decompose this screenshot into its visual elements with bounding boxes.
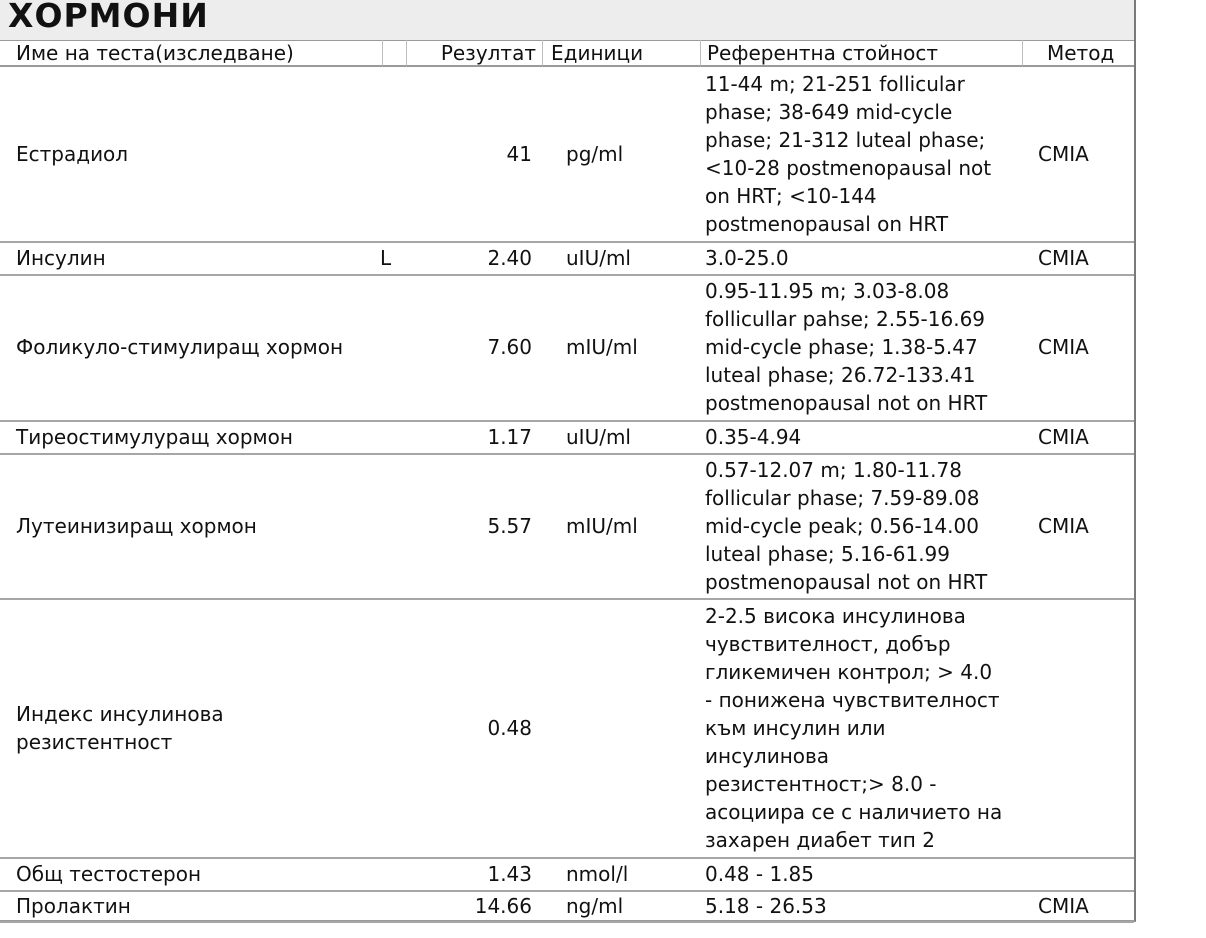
result-cell: 7.60: [487, 335, 532, 359]
reference-value-cell: 5.18 - 26.53: [705, 893, 827, 918]
test-name-cell: Фоликуло-стимулиращ хормон: [16, 335, 344, 359]
reference-value-cell: 3.0-25.0: [705, 245, 789, 270]
header-test-name: Име на теста(изследване): [0, 40, 382, 67]
method-cell: CMIA: [1038, 424, 1089, 449]
table-row: [0, 890, 1134, 923]
table-row: [0, 274, 1134, 422]
header-method: Метод: [1022, 40, 1134, 67]
result-cell: 1.43: [487, 861, 532, 886]
method-cell: CMIA: [1038, 245, 1089, 270]
result-cell: 1.17: [487, 424, 532, 449]
reference-value-cell: 11-44 m; 21-251 follicular phase; 38-649 mid-cycle phase; 21-312 luteal phase; <10-28 postmenopausal not on HRT; <10-144 postmenopausal on HRT: [705, 72, 992, 236]
unit-cell: mIU/ml: [566, 513, 638, 538]
result-cell: 41: [506, 142, 532, 166]
flag-cell: [380, 890, 410, 921]
test-name-cell: Инсулин: [16, 245, 106, 270]
unit-cell: nmol/l: [566, 861, 629, 886]
unit-cell: [566, 598, 696, 857]
flag-cell: [380, 274, 410, 420]
unit-cell: mIU/ml: [566, 335, 638, 359]
result-cell: 0.48: [487, 715, 532, 740]
table-row: [0, 857, 1134, 892]
method-cell: CMIA: [1038, 335, 1089, 359]
test-name-cell: Индекс инсулинова резистентност: [16, 701, 224, 754]
section-header: [0, 0, 1134, 41]
flag-cell: [380, 857, 410, 890]
header-units: Единици: [542, 40, 700, 67]
reference-value-cell: 0.35-4.94: [705, 424, 802, 449]
flag-cell: [380, 453, 410, 598]
flag-cell: [380, 420, 410, 453]
test-name-cell: Пролактин: [16, 893, 131, 918]
reference-value-cell: 2-2.5 висока инсулинова чувствителност, добър гликемичен контрол; > 4.0 - понижена чувствителност към инсулин или инсулинова резистентност;> 8.0 - асоциира се с наличието на захарен диабет тип 2: [705, 603, 1003, 852]
result-cell: 14.66: [474, 893, 532, 918]
header-reference: Референтна стойност: [700, 40, 1022, 67]
flag-cell: [380, 67, 410, 241]
result-cell: 2.40: [487, 245, 532, 270]
test-name-cell: Общ тестостерон: [16, 861, 202, 886]
flag-cell: L: [380, 245, 392, 270]
header-result: Резултат: [406, 40, 542, 67]
table-row: [0, 598, 1134, 859]
unit-cell: pg/ml: [566, 142, 624, 166]
test-name-cell: Естрадиол: [16, 142, 129, 166]
table-row: [0, 241, 1134, 276]
method-cell: [1038, 598, 1128, 857]
test-name-cell: Тиреостимулуращ хормон: [16, 424, 293, 449]
unit-cell: uIU/ml: [566, 245, 631, 270]
table-row: [0, 453, 1134, 600]
flag-cell: [380, 598, 410, 857]
method-cell: [1038, 857, 1128, 890]
method-cell: CMIA: [1038, 893, 1089, 918]
reference-value-cell: 0.48 - 1.85: [705, 861, 814, 886]
method-cell: CMIA: [1038, 142, 1089, 166]
unit-cell: uIU/ml: [566, 424, 631, 449]
section-title: ХОРМОНИ: [8, 0, 209, 35]
unit-cell: ng/ml: [566, 893, 624, 918]
table-row: [0, 67, 1134, 243]
method-cell: CMIA: [1038, 513, 1089, 538]
table-row: [0, 420, 1134, 455]
header-flag: [382, 40, 406, 67]
result-cell: 5.57: [487, 513, 532, 538]
test-name-cell: Лутеинизиращ хормон: [16, 513, 257, 538]
reference-value-cell: 0.95-11.95 m; 3.03-8.08 follicullar pahse; 2.55-16.69 mid-cycle phase; 1.38-5.47 luteal phase; 26.72-133.41 postmenopausal not on HRT: [705, 279, 988, 415]
reference-value-cell: 0.57-12.07 m; 1.80-11.78 follicular phase; 7.59-89.08 mid-cycle peak; 0.56-14.00 luteal phase; 5.16-61.99 postmenopausal not on HRT: [705, 457, 988, 594]
